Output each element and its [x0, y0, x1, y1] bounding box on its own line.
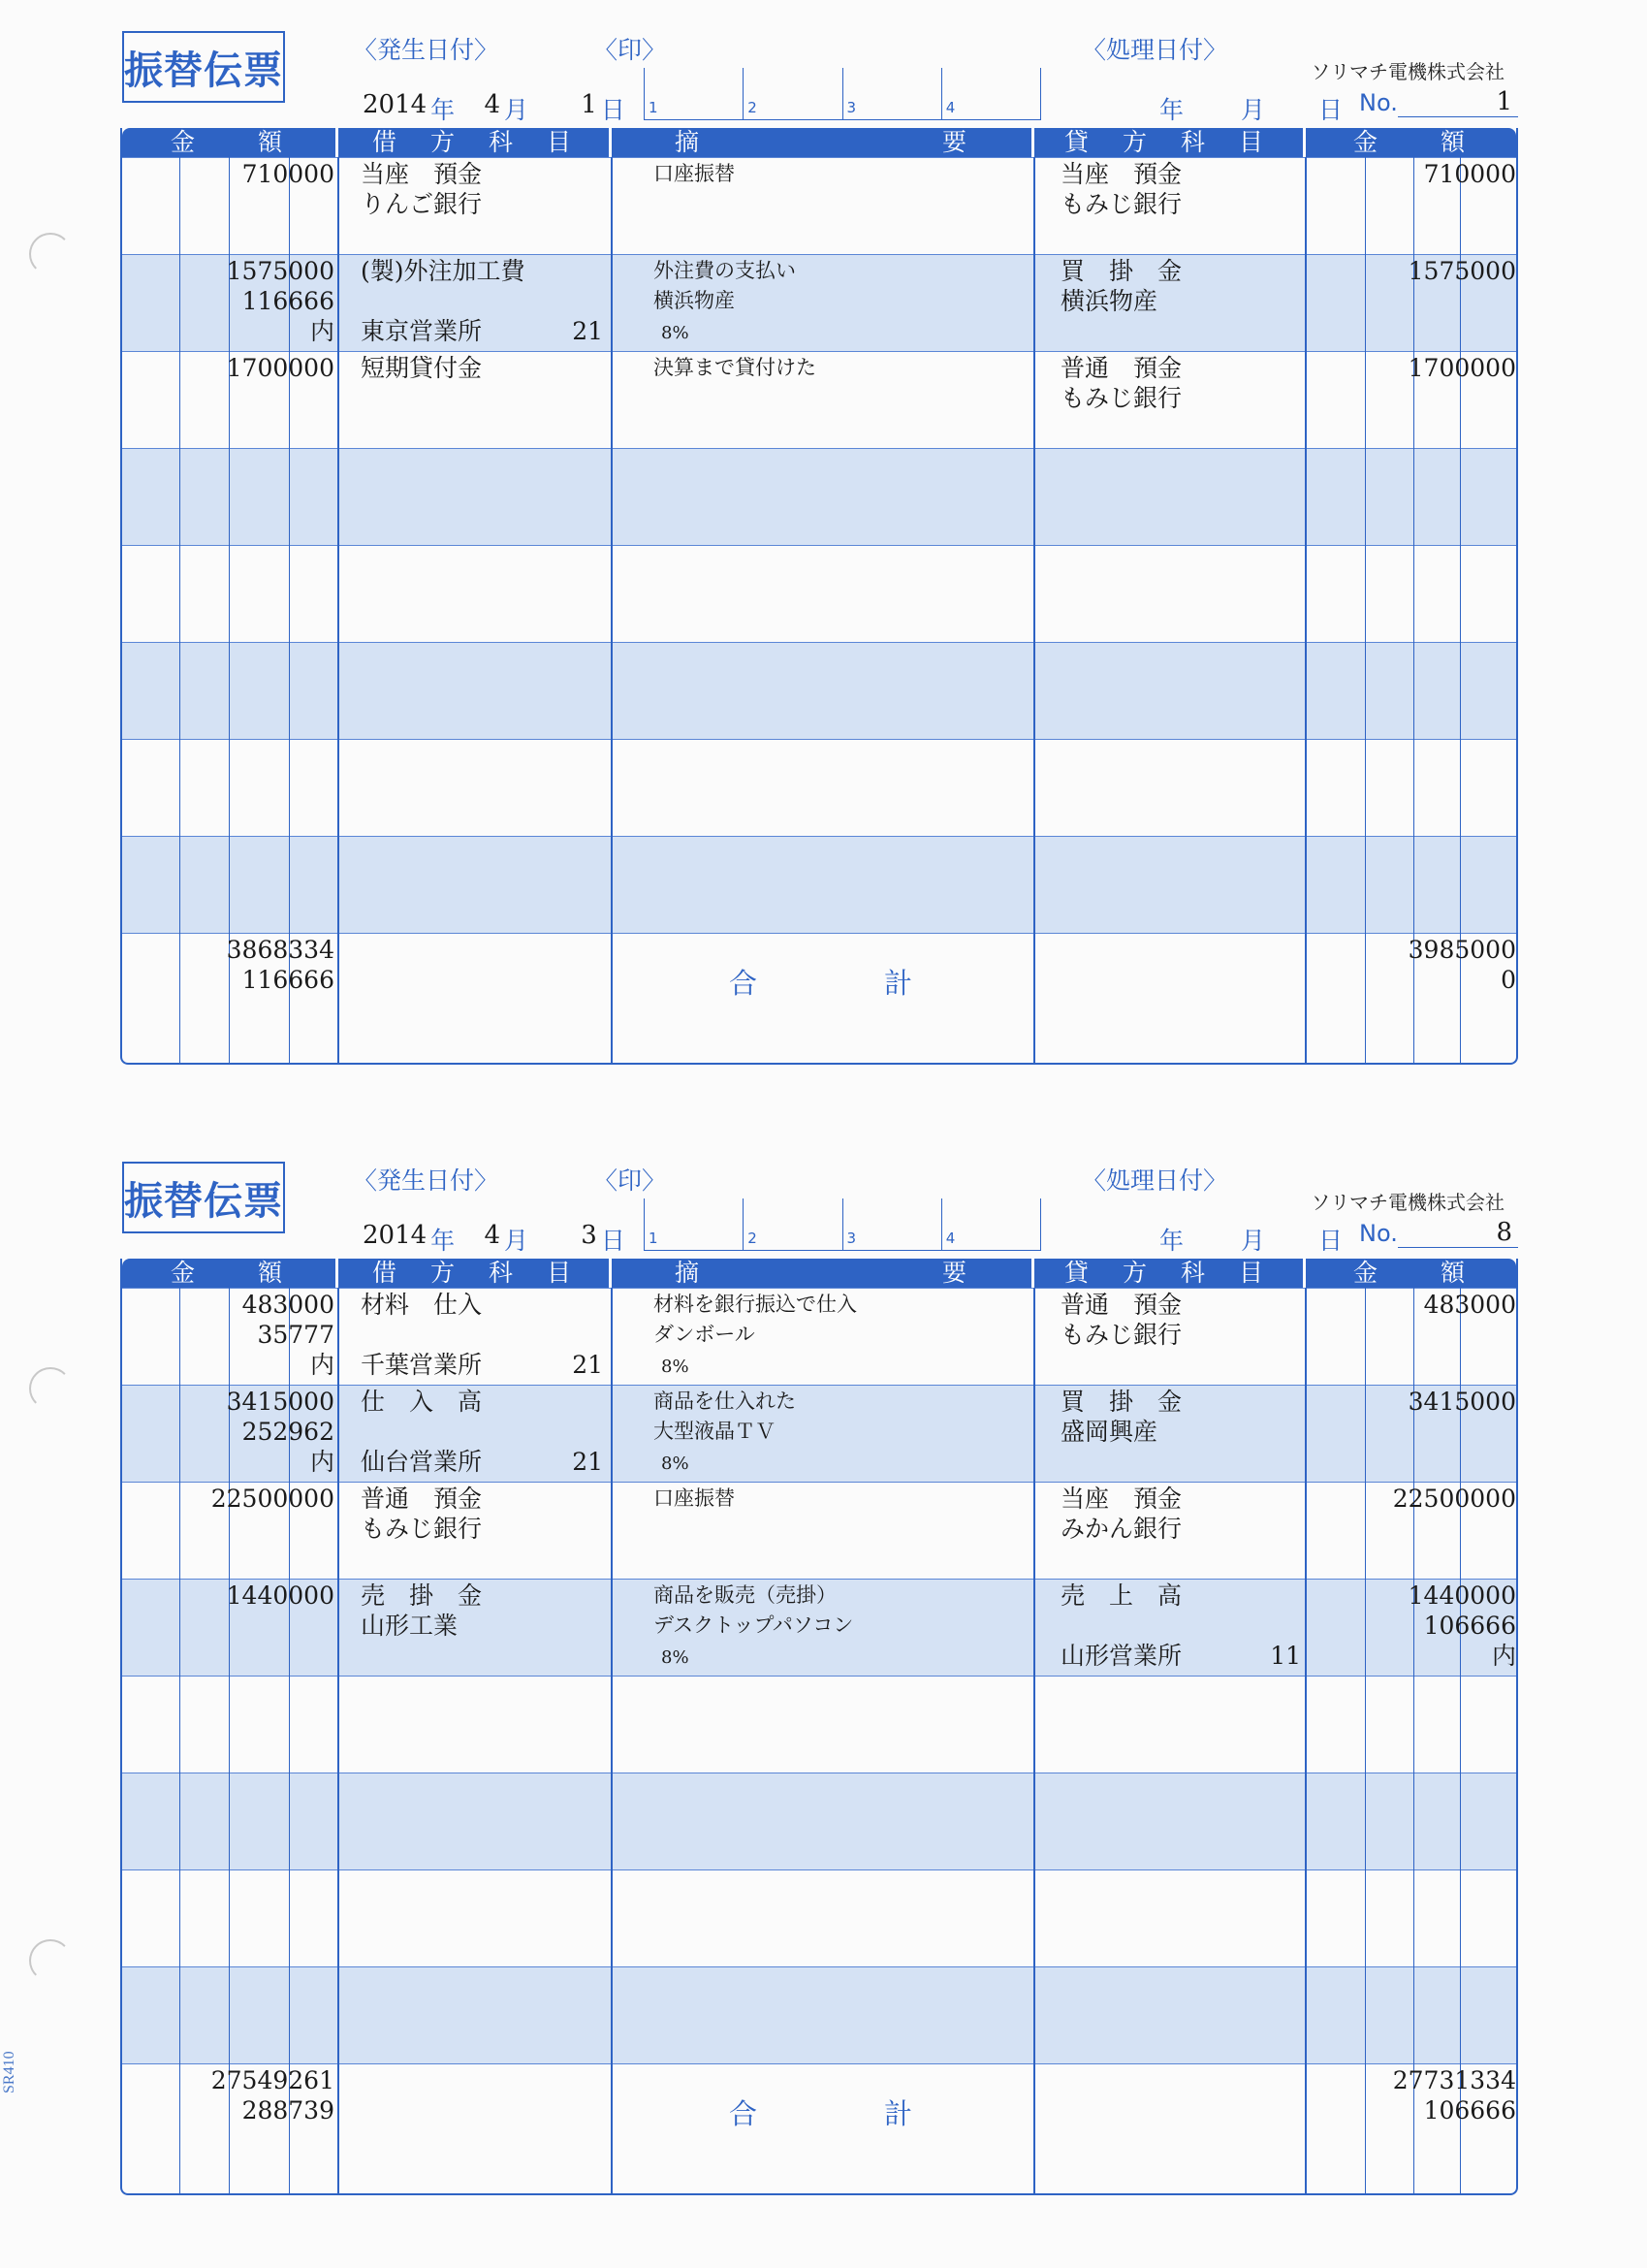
stamp-box: 2 [743, 1198, 841, 1250]
summary-line-1: 口座振替 [653, 162, 735, 185]
credit-subaccount: みかん銀行 [1061, 1515, 1183, 1543]
debit-department: 仙台営業所 [361, 1448, 483, 1476]
binder-hole [29, 1939, 72, 1982]
total-credit-amount: 3985000 [1408, 936, 1516, 964]
process-date-label: 〈処理日付〉 [1082, 1166, 1228, 1195]
credit-amount: 483000 [1423, 1291, 1516, 1319]
debit-subaccount: りんご銀行 [361, 190, 483, 218]
debit-department: 東京営業所 [361, 317, 483, 345]
debit-dept-code: 21 [572, 1351, 603, 1379]
stamp-box: 1 [649, 1230, 658, 1247]
voucher-number: 1 [1496, 87, 1512, 116]
entry-row [122, 1869, 1516, 1966]
header-summary-1: 摘 [675, 1259, 700, 1287]
summary-line-1: 材料を銀行振込で仕入 [653, 1293, 857, 1316]
header-amount-1: 金 [171, 1259, 196, 1287]
entry-row [122, 1773, 1516, 1869]
header-debit-4: 目 [547, 1259, 572, 1287]
header-debit-2: 方 [430, 128, 456, 156]
credit-account: 当座 預金 [1061, 1485, 1183, 1513]
total-debit-amount: 3868334 [226, 936, 334, 964]
column-rule [1033, 1288, 1035, 2193]
voucher-table [120, 128, 1518, 1065]
credit-dept-code: 11 [1270, 1642, 1301, 1670]
column-rule [1305, 1288, 1307, 2193]
debit-amount: 1440000 [226, 1581, 334, 1610]
stamp-box: 4 [941, 68, 1040, 119]
header-amount-4: 額 [1441, 1259, 1466, 1287]
column-rule [1305, 157, 1307, 1063]
entry-row [122, 1676, 1516, 1773]
stamp-boxes [644, 1198, 1041, 1251]
total-label-1: 合 [729, 2097, 758, 2130]
header-credit-3: 科 [1181, 1259, 1206, 1287]
stamp-label: 〈印〉 [593, 1166, 667, 1195]
voucher-title: 振替伝票 [122, 31, 285, 103]
issue-date [363, 1216, 629, 1255]
number-label: No. [1359, 1220, 1398, 1247]
process-day-unit: 日 [1318, 1227, 1344, 1255]
stamp-box: 4 [941, 1198, 1040, 1250]
entry-row [122, 642, 1516, 739]
header-debit-1: 借 [372, 128, 397, 156]
day-unit: 日 [600, 1227, 625, 1255]
process-year-unit: 年 [1159, 96, 1185, 124]
header-amount-3: 金 [1353, 1259, 1378, 1287]
table-header [122, 128, 1516, 157]
summary-line-1: 口座振替 [653, 1486, 735, 1510]
entry-row [122, 545, 1516, 642]
header-amount-2: 額 [258, 128, 283, 156]
header-amount-1: 金 [171, 128, 196, 156]
summary-line-2: 大型液晶ＴＶ [653, 1420, 776, 1443]
credit-account: 売 上 高 [1061, 1581, 1183, 1610]
credit-account: 普通 預金 [1061, 354, 1183, 382]
issue-year: 2014 [363, 90, 428, 119]
debit-account: 普通 預金 [361, 1485, 483, 1513]
column-rule [611, 1288, 613, 2193]
debit-subaccount: 山形工業 [361, 1612, 459, 1640]
month-unit: 月 [504, 1227, 529, 1255]
debit-account: 仕 入 高 [361, 1388, 483, 1416]
header-amount-3: 金 [1353, 128, 1378, 156]
column-rule [1460, 157, 1461, 1063]
debit-amount: 1700000 [226, 354, 334, 382]
entry-row [122, 448, 1516, 545]
debit-account: 売 掛 金 [361, 1581, 483, 1610]
debit-amount: 1575000 [226, 257, 334, 285]
process-month-unit: 月 [1241, 1227, 1266, 1255]
entry-row [122, 739, 1516, 836]
credit-subaccount: もみじ銀行 [1061, 1321, 1183, 1349]
voucher-title: 振替伝票 [122, 1162, 285, 1233]
debit-amount: 710000 [241, 160, 334, 188]
debit-dept-code: 21 [572, 317, 603, 345]
total-label-2: 計 [884, 2097, 913, 2130]
column-rule [611, 157, 613, 1063]
header-credit-2: 方 [1123, 128, 1148, 156]
summary-line-2: デスクトップパソコン [653, 1613, 854, 1637]
column-rule [337, 157, 339, 1063]
year-unit: 年 [430, 96, 456, 124]
total-debit-tax: 288739 [241, 2096, 334, 2124]
header-amount-4: 額 [1441, 128, 1466, 156]
issue-day: 1 [581, 90, 597, 119]
header-amount-2: 額 [258, 1259, 283, 1287]
header-credit-1: 貸 [1064, 128, 1090, 156]
debit-tax: 252962 [241, 1418, 334, 1446]
process-date-label: 〈処理日付〉 [1082, 36, 1228, 64]
debit-account: (製)外注加工費 [361, 257, 525, 285]
header-summary-2: 要 [942, 128, 967, 156]
debit-tax-type: 内 [309, 317, 334, 345]
entry-row [122, 836, 1516, 933]
credit-amount: 1440000 [1408, 1581, 1516, 1610]
entry-row [122, 1966, 1516, 2063]
issue-month: 4 [484, 1221, 500, 1250]
stamp-box: 1 [649, 99, 658, 116]
binder-hole [29, 233, 72, 275]
total-debit-tax: 116666 [241, 966, 334, 994]
number-underline [1398, 1247, 1518, 1248]
header-credit-4: 目 [1239, 1259, 1264, 1287]
credit-amount: 710000 [1423, 160, 1516, 188]
company-name: ソリマチ電機株式会社 [1311, 1191, 1504, 1214]
number-label: No. [1359, 89, 1398, 116]
issue-date-label: 〈発生日付〉 [353, 1166, 499, 1195]
column-rule [1033, 157, 1035, 1063]
process-year-unit: 年 [1159, 1227, 1185, 1255]
summary-line-1: 決算まで貸付けた [653, 356, 816, 379]
credit-account: 当座 預金 [1061, 160, 1183, 188]
process-day-unit: 日 [1318, 96, 1344, 124]
debit-tax: 35777 [257, 1321, 334, 1349]
issue-date [363, 85, 629, 124]
header-credit-2: 方 [1123, 1259, 1148, 1287]
total-label-1: 合 [729, 967, 758, 1000]
summary-tax-rate: 8% [661, 323, 689, 343]
credit-subaccount: 横浜物産 [1061, 287, 1158, 315]
debit-dept-code: 21 [572, 1448, 603, 1476]
credit-account: 普通 預金 [1061, 1291, 1183, 1319]
credit-subaccount: 盛岡興産 [1061, 1418, 1158, 1446]
header-credit-4: 目 [1239, 128, 1264, 156]
header-debit-3: 科 [489, 128, 514, 156]
debit-account: 短期貸付金 [361, 354, 483, 382]
header-credit-1: 貸 [1064, 1259, 1090, 1287]
credit-amount: 1700000 [1408, 354, 1516, 382]
stamp-label: 〈印〉 [593, 36, 667, 64]
binder-hole [29, 1367, 72, 1410]
table-header [122, 1259, 1516, 1288]
credit-account: 買 掛 金 [1061, 257, 1183, 285]
debit-amount: 3415000 [226, 1388, 334, 1416]
day-unit: 日 [600, 96, 625, 124]
summary-line-2: ダンボール [653, 1323, 755, 1346]
summary-line-1: 商品を販売（売掛） [653, 1583, 837, 1607]
column-rule [1365, 157, 1366, 1063]
header-debit-1: 借 [372, 1259, 397, 1287]
voucher-table [120, 1259, 1518, 2195]
voucher-number: 8 [1496, 1218, 1512, 1247]
stamp-box: 3 [842, 1198, 941, 1250]
form-code: SR410 [1, 2051, 17, 2093]
summary-line-1: 外注費の支払い [653, 259, 796, 282]
column-rule [1413, 1288, 1414, 2193]
debit-amount: 483000 [241, 1291, 334, 1319]
debit-tax-type: 内 [309, 1351, 334, 1379]
credit-account: 買 掛 金 [1061, 1388, 1183, 1416]
issue-date-label: 〈発生日付〉 [353, 36, 499, 64]
header-credit-3: 科 [1181, 128, 1206, 156]
credit-tax-type: 内 [1491, 1642, 1516, 1670]
column-rule [1460, 1288, 1461, 2193]
total-credit-tax: 0 [1501, 966, 1516, 994]
credit-amount: 3415000 [1408, 1388, 1516, 1416]
issue-month: 4 [484, 90, 500, 119]
credit-amount: 1575000 [1408, 257, 1516, 285]
summary-line-1: 商品を仕入れた [653, 1390, 796, 1413]
debit-tax: 116666 [241, 287, 334, 315]
issue-year: 2014 [363, 1221, 428, 1250]
credit-subaccount: もみじ銀行 [1061, 190, 1183, 218]
summary-tax-rate: 8% [661, 1453, 689, 1474]
number-underline [1398, 116, 1518, 117]
header-summary-1: 摘 [675, 128, 700, 156]
summary-line-2: 横浜物産 [653, 289, 735, 312]
month-unit: 月 [504, 96, 529, 124]
debit-tax-type: 内 [309, 1448, 334, 1476]
issue-day: 3 [581, 1221, 597, 1250]
total-credit-amount: 27731334 [1392, 2066, 1516, 2094]
column-rule [337, 1288, 339, 2193]
summary-tax-rate: 8% [661, 1357, 689, 1377]
header-debit-2: 方 [430, 1259, 456, 1287]
total-label-2: 計 [884, 967, 913, 1000]
debit-amount: 22500000 [210, 1485, 334, 1513]
header-debit-4: 目 [547, 128, 572, 156]
stamp-boxes [644, 68, 1041, 120]
credit-tax: 106666 [1423, 1612, 1516, 1640]
debit-account: 材料 仕入 [361, 1291, 483, 1319]
credit-amount: 22500000 [1392, 1485, 1516, 1513]
debit-department: 千葉営業所 [361, 1351, 483, 1379]
header-summary-2: 要 [942, 1259, 967, 1287]
column-rule [1413, 157, 1414, 1063]
stamp-box: 2 [743, 68, 841, 119]
total-credit-tax: 106666 [1423, 2096, 1516, 2124]
debit-subaccount: もみじ銀行 [361, 1515, 483, 1543]
credit-department: 山形営業所 [1061, 1642, 1183, 1670]
year-unit: 年 [430, 1227, 456, 1255]
credit-subaccount: もみじ銀行 [1061, 384, 1183, 412]
total-debit-amount: 27549261 [210, 2066, 334, 2094]
process-month-unit: 月 [1241, 96, 1266, 124]
header-debit-3: 科 [489, 1259, 514, 1287]
column-rule [1365, 1288, 1366, 2193]
company-name: ソリマチ電機株式会社 [1311, 60, 1504, 83]
debit-account: 当座 預金 [361, 160, 483, 188]
summary-tax-rate: 8% [661, 1647, 689, 1668]
stamp-box: 3 [842, 68, 941, 119]
